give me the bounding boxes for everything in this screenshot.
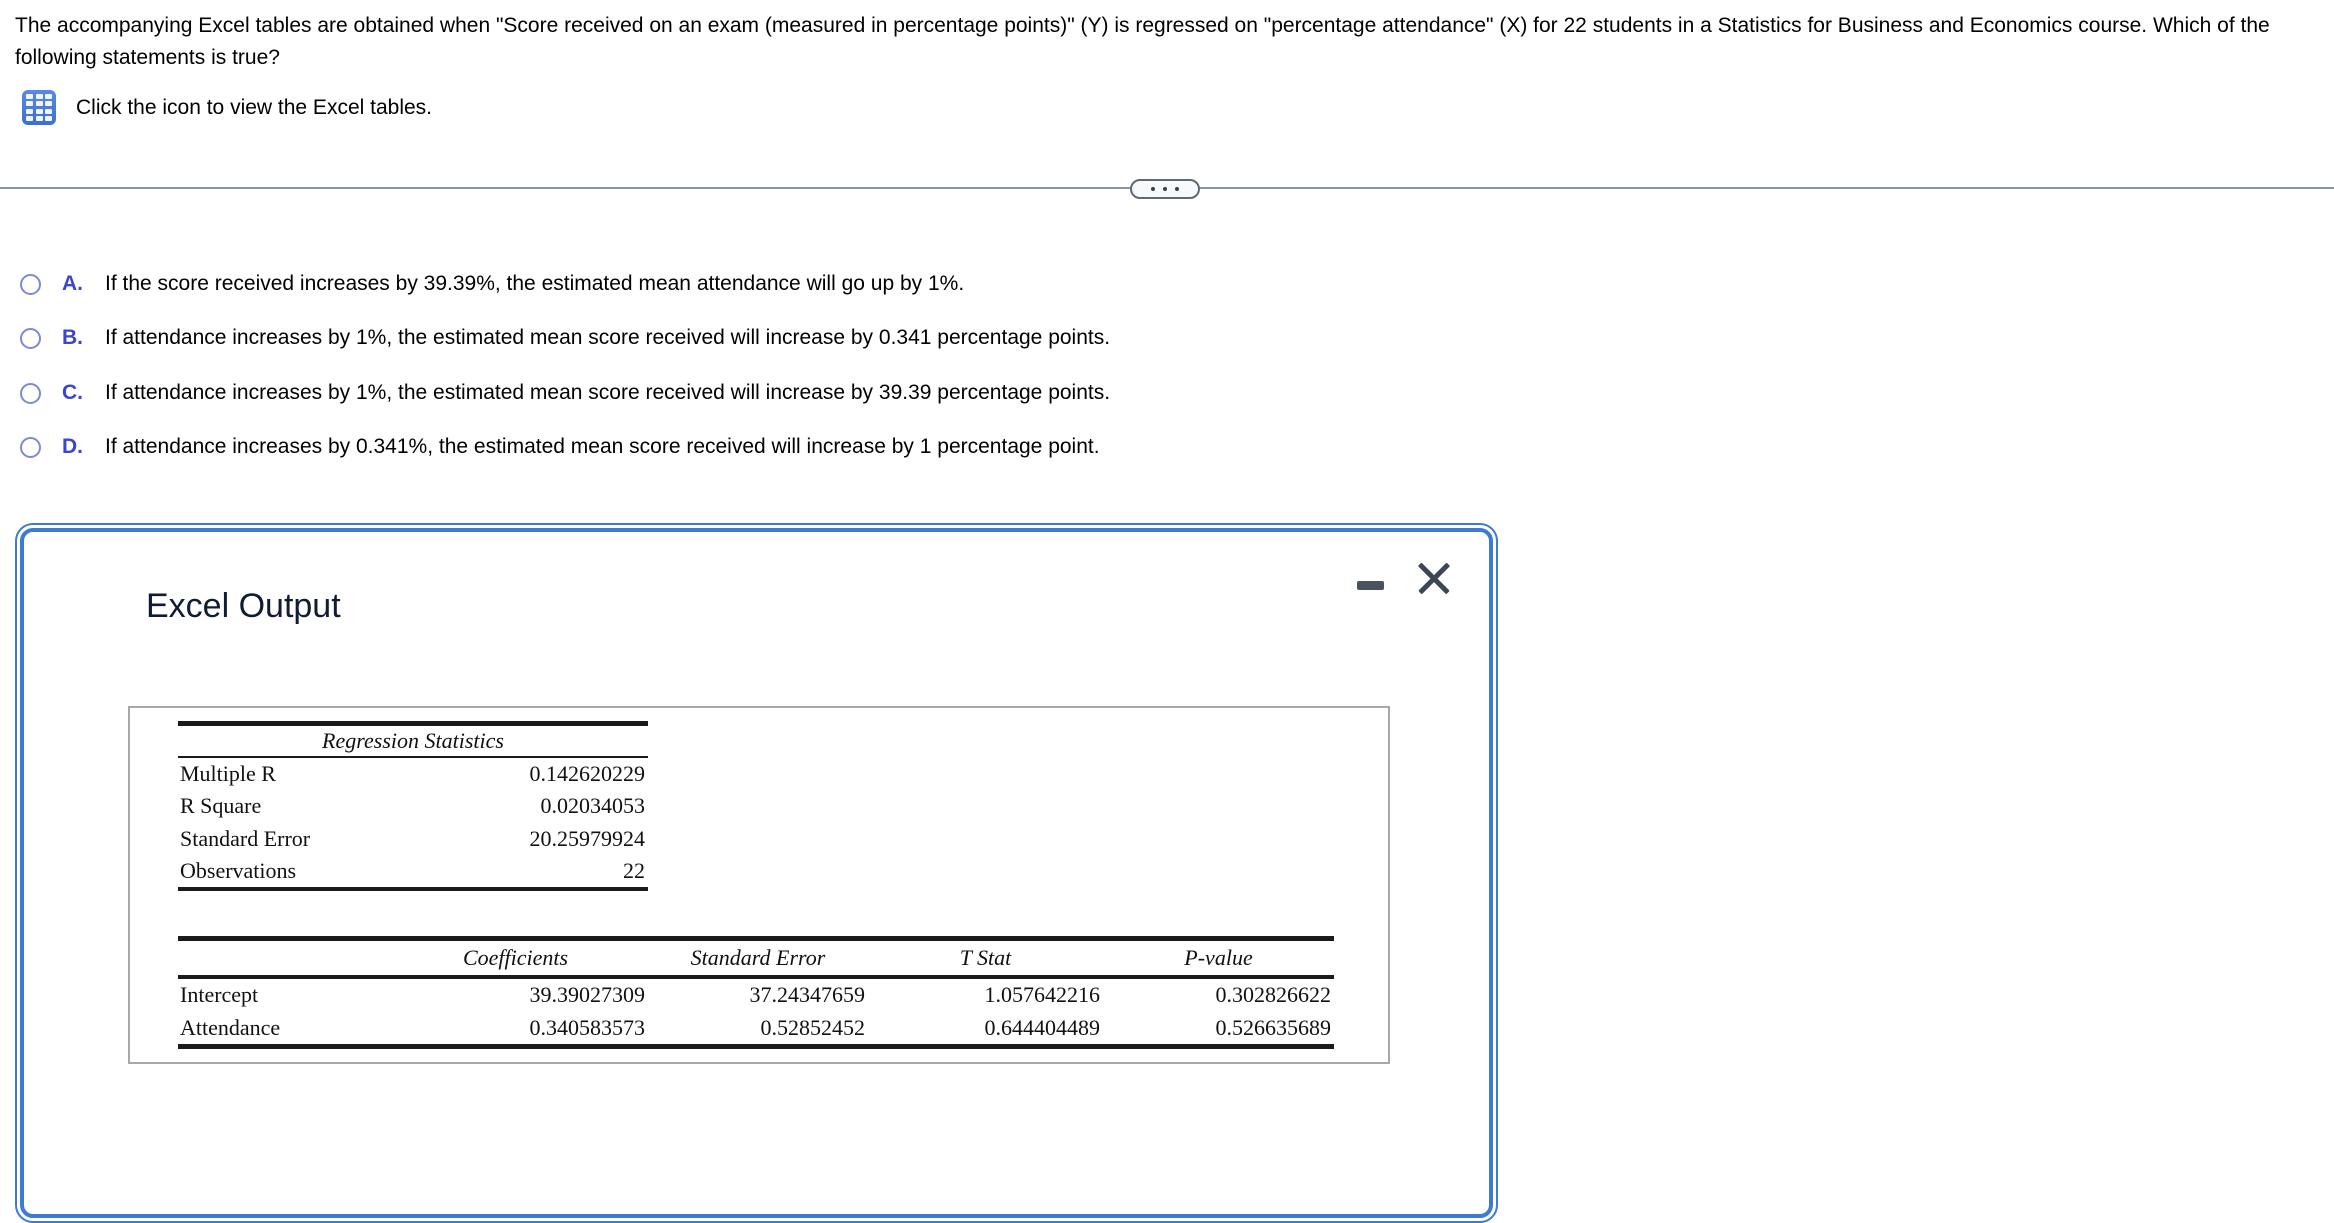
coefficient-value: 39.39027309 [529,982,645,1007]
excel-tables-launcher [22,90,432,125]
option-letter: D. [62,435,83,458]
table-grid-icon[interactable] [22,90,56,125]
stat-label: Standard Error [180,826,311,851]
column-header: T Stat [868,939,1103,977]
ellipsis-icon [1175,187,1179,191]
regression-statistics-table [178,721,648,891]
close-button[interactable] [1417,561,1451,595]
row-label: Attendance [180,1014,281,1040]
p-value: 0.526635689 [1215,1014,1331,1040]
table-row [178,757,648,790]
table-row [178,823,648,856]
option-letter: B. [62,326,83,349]
radio-option-b[interactable] [20,328,41,349]
table-row [178,790,648,823]
table-row [178,1012,1334,1047]
close-icon [1417,561,1451,595]
standard-error-value: 0.52852452 [760,1014,865,1040]
excel-tables-panel [128,706,1390,1064]
dialog-title: Excel Output [146,587,341,625]
stat-value: 0.02034053 [540,793,645,818]
option-text: If attendance increases by 0.341%, the estimated mean score received will increase by 1 percentage point. [105,435,1100,458]
table-header-row [178,939,1334,977]
column-header: P-value [1103,939,1334,977]
minus-icon [1357,581,1384,590]
radio-option-d[interactable] [20,437,41,458]
option-text: If the score received increases by 39.39%, the estimated mean attendance will go up by 1%. [105,272,965,295]
ellipsis-icon [1163,187,1167,191]
divider-expander-button[interactable] [1130,179,1200,199]
option-text: If attendance increases by 1%, the estimated mean score received will increase by 0.341 percentage points. [105,326,1111,349]
radio-option-c[interactable] [20,383,41,404]
minimize-button[interactable] [1354,572,1388,596]
table-row [178,856,648,889]
stat-value: 22 [623,858,645,883]
answer-option-b [20,325,1110,351]
t-stat-value: 1.057642216 [984,982,1100,1007]
stat-value: 0.142620229 [529,760,645,786]
answer-option-a [20,271,964,297]
ellipsis-icon [1151,187,1155,191]
t-stat-value: 0.644404489 [984,1014,1100,1040]
row-label: Intercept [180,982,259,1007]
regression-table-title: Regression Statistics [178,724,648,757]
stat-label: Multiple R [180,760,276,786]
icon-caption: Click the icon to view the Excel tables. [76,95,432,119]
stat-value: 20.25979924 [529,826,645,851]
answer-option-d [20,434,1100,460]
column-header: Standard Error [648,939,868,977]
coefficients-table [178,936,1334,1049]
excel-output-dialog-body [20,528,1493,1218]
stat-label: Observations [180,858,297,883]
p-value: 0.302826622 [1215,982,1331,1007]
answer-option-c [20,380,1110,406]
option-letter: A. [62,272,83,295]
table-row [178,977,1334,1012]
excel-output-dialog [15,523,1498,1223]
column-header: Coefficients [383,939,648,977]
coefficient-value: 0.340583573 [529,1014,645,1040]
stat-label: R Square [180,793,262,818]
question-text: The accompanying Excel tables are obtained when "Score received on an exam (measured in percentage points)" (Y) is regressed on "percentage attendance" (X) for 22 students in a Statistics for Business and Economics course. Which of the following statements is true? [15,14,2270,69]
option-text: If attendance increases by 1%, the estimated mean score received will increase by 39.39 percentage points. [105,381,1111,404]
radio-option-a[interactable] [20,274,41,295]
option-letter: C. [62,381,83,404]
standard-error-value: 37.24347659 [749,982,865,1007]
empty-header-cell [178,939,383,977]
